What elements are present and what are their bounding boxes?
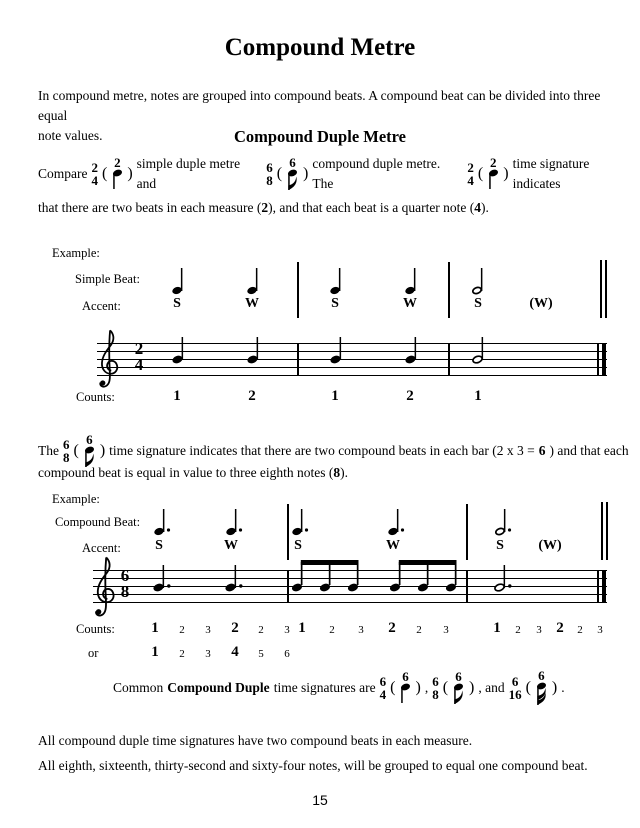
staff-time-sig-top: 2 bbox=[134, 339, 144, 358]
final-barline-thick bbox=[602, 570, 606, 603]
intro-line-1: In compound metre, notes are grouped into compound beats. A compound beat can be divided into three equal bbox=[38, 88, 601, 123]
footer-line-1: All compound duple time signatures have two compound beats in each measure. bbox=[38, 733, 473, 748]
ts-bottom: 4 bbox=[379, 687, 387, 702]
bold-compound-duple: Compound Duple bbox=[167, 680, 270, 695]
right-paren: ) bbox=[415, 679, 421, 696]
staff-time-sig-bottom: 4 bbox=[134, 355, 144, 374]
stack-digit: 6 bbox=[538, 667, 545, 683]
time-signature-2-4 bbox=[92, 161, 99, 187]
accent-s: S bbox=[496, 538, 504, 553]
count-small: 3 bbox=[597, 624, 603, 636]
bold-6: 6 bbox=[538, 443, 546, 458]
staff-time-sig-top: 6 bbox=[120, 566, 130, 585]
time-signature-6-4 bbox=[380, 675, 387, 701]
accent-s: S bbox=[474, 296, 482, 311]
bold-2: 2 bbox=[261, 200, 269, 215]
time-signature-2-4 bbox=[467, 161, 474, 187]
count-big: 1 bbox=[493, 620, 501, 636]
count-small: 5 bbox=[258, 648, 264, 660]
text-seg: time signatures are bbox=[273, 680, 376, 695]
count-small: 2 bbox=[179, 624, 185, 636]
right-paren: ) bbox=[99, 442, 106, 459]
staff-line bbox=[93, 602, 607, 603]
quarter-note-icon bbox=[247, 265, 259, 295]
count-small: 3 bbox=[536, 624, 542, 636]
dotted-half-note-icon bbox=[495, 506, 513, 536]
barline bbox=[466, 570, 468, 603]
intro-line-2: note values. bbox=[38, 128, 103, 143]
compare-line bbox=[38, 153, 640, 195]
sixteenth-note-down-icon bbox=[535, 682, 548, 707]
text-seg: , bbox=[424, 680, 429, 695]
text-seg: time signature indicates that there are two compound beats in each bar (2 x 3 = bbox=[109, 443, 535, 458]
count: 1 bbox=[173, 388, 181, 404]
bold-4: 4 bbox=[474, 200, 482, 215]
treble-clef-icon bbox=[92, 328, 122, 390]
ts-top: 2 bbox=[467, 160, 474, 175]
page-number: 15 bbox=[312, 792, 328, 808]
barline bbox=[466, 504, 468, 560]
text-seg: Common bbox=[113, 680, 164, 695]
ts-top: 6 bbox=[379, 674, 387, 689]
compare-line-2 bbox=[38, 198, 613, 218]
right-paren: ) bbox=[127, 165, 133, 182]
left-paren: ( bbox=[525, 679, 531, 696]
text-seg: compound beat is equal in value to three eighth notes ( bbox=[38, 465, 334, 480]
text-seg: , and bbox=[478, 680, 505, 695]
text-seg: that there are two beats in each measure ( bbox=[38, 200, 262, 215]
text-seg: . bbox=[561, 680, 565, 695]
barline bbox=[448, 262, 450, 318]
barline bbox=[287, 504, 289, 560]
eighth-note-down-icon bbox=[286, 169, 299, 192]
stack-digit: 6 bbox=[455, 668, 462, 684]
half-note-icon bbox=[472, 265, 484, 295]
double-barline bbox=[600, 260, 602, 318]
count-big: 2 bbox=[388, 620, 396, 636]
count-small: 3 bbox=[443, 624, 449, 636]
count: 2 bbox=[248, 388, 256, 404]
left-paren: ( bbox=[73, 442, 79, 459]
accent-w-paren: (W) bbox=[538, 538, 562, 553]
or-label: or bbox=[88, 646, 99, 660]
time-signature-6-8 bbox=[63, 438, 70, 464]
staff-time-sig-bottom: 8 bbox=[120, 582, 130, 601]
stack-digit: 6 bbox=[86, 431, 93, 447]
footer-line-2: All eighth, sixteenth, thirty-second and sixty-four notes, will be grouped to equal one compound beat. bbox=[38, 758, 588, 773]
count-big: 2 bbox=[231, 620, 239, 636]
count-small: 2 bbox=[329, 624, 335, 636]
stack-digit: 2 bbox=[114, 155, 121, 170]
double-barline bbox=[605, 260, 607, 318]
accent-s: S bbox=[294, 538, 302, 553]
count-small: 3 bbox=[205, 648, 211, 660]
accent-w: W bbox=[403, 296, 417, 311]
half-note-icon bbox=[472, 335, 485, 364]
quarter-note-down-icon bbox=[487, 169, 499, 191]
count-small: 6 bbox=[284, 648, 290, 660]
stack-digit: 6 bbox=[289, 154, 296, 170]
dotted-quarter-note-icon bbox=[292, 506, 310, 536]
right-paren: ) bbox=[469, 679, 475, 696]
compound-beat-label: Compound Beat: bbox=[55, 515, 141, 529]
beat-note-stack bbox=[487, 157, 499, 191]
quarter-note-icon bbox=[172, 265, 184, 295]
beat-note-stack bbox=[535, 667, 548, 707]
left-paren: ( bbox=[390, 679, 396, 696]
ts-bottom: 4 bbox=[91, 173, 98, 188]
barline bbox=[297, 262, 299, 318]
dotted-half-note-icon bbox=[494, 563, 513, 592]
barline bbox=[448, 343, 450, 376]
bold-8: 8 bbox=[333, 465, 341, 480]
count: 1 bbox=[474, 388, 482, 404]
final-barline-thin bbox=[597, 570, 599, 603]
count-small: 2 bbox=[258, 624, 264, 636]
dotted-quarter-note-icon bbox=[225, 563, 244, 592]
compare-seg3: compound duple metre. The bbox=[312, 156, 441, 191]
double-barline bbox=[606, 502, 608, 560]
accent-label: Accent: bbox=[82, 299, 121, 313]
left-paren: ( bbox=[102, 165, 108, 182]
text-seg: ), and that each beat is a quarter note ( bbox=[268, 200, 475, 215]
quarter-note-icon bbox=[330, 265, 342, 295]
staff-line bbox=[93, 594, 607, 595]
accent-w: W bbox=[386, 538, 400, 553]
time-signature-6-8 bbox=[432, 675, 439, 701]
right-paren: ) bbox=[503, 165, 509, 182]
left-paren: ( bbox=[442, 679, 449, 696]
common-time-signatures-line bbox=[113, 668, 565, 708]
count-big: 1 bbox=[151, 644, 159, 660]
quarter-note-down-icon bbox=[111, 169, 123, 191]
counts-label: Counts: bbox=[76, 390, 115, 404]
final-barline-thick bbox=[602, 343, 606, 376]
accent-s: S bbox=[331, 296, 339, 311]
ts-bottom: 8 bbox=[432, 687, 439, 702]
dotted-quarter-note-icon bbox=[154, 506, 172, 536]
text-seg: The bbox=[38, 443, 59, 458]
compare-seg4: time signature indicates bbox=[512, 156, 590, 191]
time-signature-6-8 bbox=[266, 161, 273, 187]
ts-bottom: 16 bbox=[508, 687, 522, 702]
ts-top: 6 bbox=[266, 160, 273, 175]
barline bbox=[297, 343, 299, 376]
accent-w-paren: (W) bbox=[529, 296, 553, 311]
compare-seg1: Compare bbox=[38, 166, 88, 181]
staff-line bbox=[97, 367, 607, 368]
count-small: 2 bbox=[416, 624, 422, 636]
dotted-quarter-note-icon bbox=[388, 506, 406, 536]
beamed-eighth-notes-icon bbox=[292, 560, 360, 592]
count-big: 1 bbox=[298, 620, 306, 636]
accent-w: W bbox=[224, 538, 238, 553]
count-small: 3 bbox=[284, 624, 290, 636]
count-big: 1 bbox=[151, 620, 159, 636]
stack-digit: 6 bbox=[402, 669, 409, 684]
treble-clef-icon bbox=[88, 555, 118, 619]
example1-label: Example: bbox=[52, 246, 100, 260]
text-seg: ) and that each bbox=[549, 443, 629, 458]
page-title: Compound Metre bbox=[224, 34, 416, 61]
count-small: 2 bbox=[515, 624, 521, 636]
ts-top: 2 bbox=[91, 160, 98, 175]
stack-digit: 2 bbox=[489, 155, 497, 170]
accent-s: S bbox=[173, 296, 181, 311]
left-paren: ( bbox=[477, 165, 484, 182]
text-seg: ). bbox=[340, 465, 349, 480]
section-heading: Compound Duple Metre bbox=[233, 127, 407, 146]
quarter-note-icon bbox=[405, 265, 417, 295]
time-signature-6-16 bbox=[509, 675, 522, 701]
count-small: 2 bbox=[179, 648, 185, 660]
final-barline-thin bbox=[597, 343, 599, 376]
quarter-note-down-icon bbox=[399, 683, 411, 705]
double-barline bbox=[601, 502, 603, 560]
ts-top: 6 bbox=[63, 437, 70, 452]
accent-s: S bbox=[155, 538, 163, 553]
beat-note-stack bbox=[111, 157, 123, 191]
count-small: 3 bbox=[358, 624, 364, 636]
ts-top: 6 bbox=[432, 674, 439, 689]
dotted-quarter-note-icon bbox=[226, 506, 244, 536]
count-big: 2 bbox=[556, 620, 564, 636]
count: 2 bbox=[406, 388, 414, 404]
right-paren: ) bbox=[303, 165, 309, 182]
quarter-note-icon bbox=[330, 335, 343, 364]
quarter-note-icon bbox=[247, 335, 260, 364]
ts-top: 6 bbox=[511, 674, 519, 689]
six-eight-paragraph-line2 bbox=[38, 463, 613, 483]
barline bbox=[287, 570, 289, 603]
example2-label: Example: bbox=[52, 492, 100, 506]
counts-label: Counts: bbox=[76, 622, 115, 636]
eighth-note-down-icon bbox=[452, 683, 465, 706]
count: 1 bbox=[331, 388, 339, 404]
text-seg: ). bbox=[481, 200, 489, 215]
accent-w: W bbox=[245, 296, 259, 311]
staff-line bbox=[97, 375, 607, 376]
beamed-eighth-notes-icon bbox=[390, 560, 458, 592]
beat-note-stack bbox=[399, 671, 411, 705]
ts-bottom: 8 bbox=[63, 450, 70, 465]
compare-seg2: simple duple metre and bbox=[136, 156, 241, 191]
ts-bottom: 4 bbox=[467, 173, 474, 188]
accent-label: Accent: bbox=[82, 541, 121, 555]
quarter-note-icon bbox=[405, 335, 418, 364]
ts-bottom: 8 bbox=[266, 173, 273, 188]
right-paren: ) bbox=[551, 679, 558, 696]
simple-beat-label: Simple Beat: bbox=[75, 272, 140, 286]
beat-note-stack bbox=[286, 154, 299, 192]
quarter-note-icon bbox=[172, 335, 185, 364]
count-small: 2 bbox=[577, 624, 583, 636]
beat-note-stack bbox=[452, 668, 465, 706]
dotted-quarter-note-icon bbox=[153, 563, 172, 592]
count-big: 4 bbox=[231, 644, 239, 660]
count-small: 3 bbox=[205, 624, 211, 636]
left-paren: ( bbox=[276, 165, 283, 182]
